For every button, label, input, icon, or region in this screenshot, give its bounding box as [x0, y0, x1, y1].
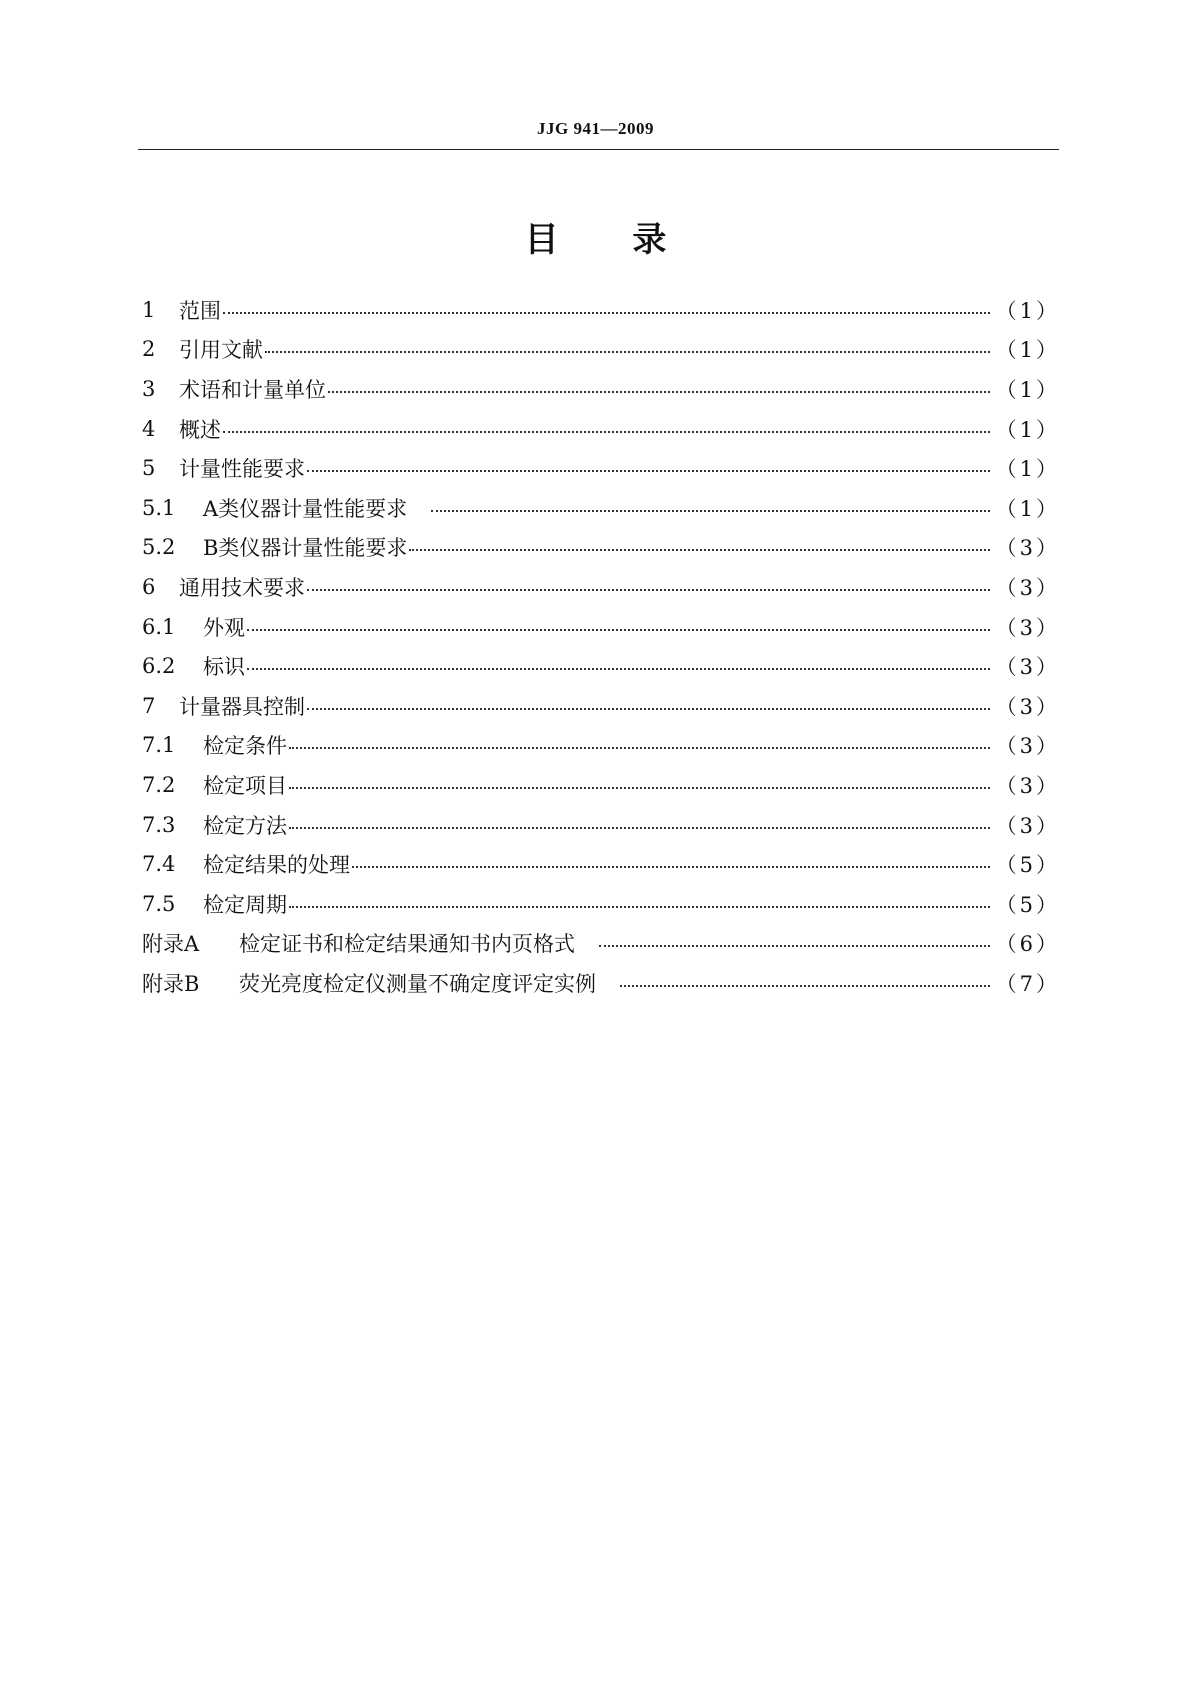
toc-entry-number: 5.1	[142, 495, 176, 520]
toc-entry-page: （7）	[995, 971, 1060, 996]
toc-entry-title: 荧光亮度检定仪测量不确定度评定实例	[239, 971, 596, 996]
toc-entry-7-2[interactable]	[142, 765, 1060, 805]
toc-entry-title: B类仪器计量性能要求	[203, 536, 408, 561]
toc-entry-7-4[interactable]	[142, 844, 1060, 884]
toc-entry-page: （3）	[995, 575, 1060, 600]
toc-entry-page: （3）	[995, 773, 1060, 798]
toc-entry-number: 6.2	[142, 654, 176, 679]
toc-entry-number: 7.1	[142, 733, 176, 758]
toc-entry-title: 标识	[203, 655, 245, 680]
toc-entry-page: （3）	[995, 694, 1060, 719]
dot-leader	[352, 866, 990, 868]
dot-leader	[289, 787, 990, 789]
standard-code-header: JJG 941—2009	[537, 119, 654, 138]
toc-entry-number: 3	[142, 376, 156, 401]
dot-leader	[431, 510, 989, 512]
toc-entry-page: （1）	[995, 377, 1060, 402]
toc-entry-number: 2	[142, 337, 156, 362]
toc-entry-number: 1	[142, 297, 156, 322]
page-title: 目 录	[524, 220, 667, 260]
dot-leader	[247, 668, 990, 670]
toc-entry-2[interactable]	[142, 330, 1060, 370]
toc-entry-title: 引用文献	[179, 338, 263, 363]
toc-entry-7-1[interactable]	[142, 726, 1060, 766]
dot-leader	[289, 747, 990, 749]
toc-entry-title: 检定证书和检定结果通知书内页格式	[239, 932, 575, 957]
toc-entry-appendix-a[interactable]	[142, 924, 1060, 964]
dot-leader	[307, 470, 990, 472]
toc-entry-page: （3）	[995, 734, 1060, 759]
toc-entry-page: （5）	[995, 853, 1060, 878]
toc-entry-title: 计量器具控制	[179, 694, 305, 719]
toc-entry-page: （3）	[995, 536, 1060, 561]
toc-entry-title: 外观	[203, 615, 245, 640]
dot-leader	[223, 431, 990, 433]
toc-entry-page: （1）	[995, 496, 1060, 521]
toc-entry-page: （1）	[995, 298, 1060, 323]
toc-entry-6-1[interactable]	[142, 607, 1060, 647]
toc-entry-number: 7.3	[142, 812, 176, 837]
toc-entry-7-5[interactable]	[142, 884, 1060, 924]
toc-entry-title: 检定项目	[203, 773, 287, 798]
toc-entry-number: 附录A	[142, 932, 200, 957]
dot-leader	[247, 629, 990, 631]
toc-entry-1[interactable]	[142, 290, 1060, 330]
toc-entry-number: 6.1	[142, 614, 176, 639]
toc-entry-title: 检定结果的处理	[203, 853, 350, 878]
toc-entry-number: 7	[142, 693, 156, 718]
toc-entry-title: 术语和计量单位	[179, 377, 326, 402]
toc-entry-7-3[interactable]	[142, 805, 1060, 845]
dot-leader	[289, 906, 990, 908]
table-of-contents	[142, 290, 1060, 1003]
toc-entry-title: 概述	[179, 417, 221, 442]
toc-entry-page: （3）	[995, 813, 1060, 838]
toc-entry-6[interactable]	[142, 567, 1060, 607]
dot-leader	[599, 945, 990, 947]
toc-entry-title: 通用技术要求	[179, 575, 305, 600]
toc-entry-6-2[interactable]	[142, 646, 1060, 686]
toc-entry-number: 6	[142, 574, 156, 599]
toc-entry-title: 检定条件	[203, 734, 287, 759]
dot-leader	[328, 391, 990, 393]
toc-entry-number: 5	[142, 456, 156, 481]
toc-entry-number: 7.5	[142, 891, 176, 916]
toc-entry-page: （3）	[995, 615, 1060, 640]
toc-entry-7[interactable]	[142, 686, 1060, 726]
dot-leader	[307, 589, 990, 591]
toc-entry-number: 7.4	[142, 852, 176, 877]
toc-entry-page: （1）	[995, 417, 1060, 442]
dot-leader	[289, 827, 990, 829]
toc-entry-number: 附录B	[142, 971, 200, 996]
toc-entry-page: （3）	[995, 655, 1060, 680]
header-divider	[138, 149, 1059, 150]
toc-entry-5-1[interactable]	[142, 488, 1060, 528]
toc-entry-number: 4	[142, 416, 156, 441]
toc-entry-page: （1）	[995, 338, 1060, 363]
toc-entry-page: （1）	[995, 457, 1060, 482]
toc-entry-number: 7.2	[142, 772, 176, 797]
dot-leader	[265, 351, 990, 353]
dot-leader	[307, 708, 990, 710]
toc-entry-5[interactable]	[142, 448, 1060, 488]
toc-entry-3[interactable]	[142, 369, 1060, 409]
toc-entry-page: （6）	[995, 932, 1060, 957]
toc-entry-title: 检定方法	[203, 813, 287, 838]
toc-entry-number: 5.2	[142, 535, 176, 560]
dot-leader	[620, 985, 990, 987]
toc-entry-4[interactable]	[142, 409, 1060, 449]
toc-entry-appendix-b[interactable]	[142, 963, 1060, 1003]
toc-entry-title: 范围	[179, 298, 221, 323]
toc-entry-title: 计量性能要求	[179, 457, 305, 482]
toc-entry-title: 检定周期	[203, 892, 287, 917]
toc-entry-page: （5）	[995, 892, 1060, 917]
dot-leader	[223, 312, 990, 314]
toc-entry-5-2[interactable]	[142, 528, 1060, 568]
dot-leader	[409, 549, 989, 551]
toc-entry-title: A类仪器计量性能要求	[203, 496, 408, 521]
